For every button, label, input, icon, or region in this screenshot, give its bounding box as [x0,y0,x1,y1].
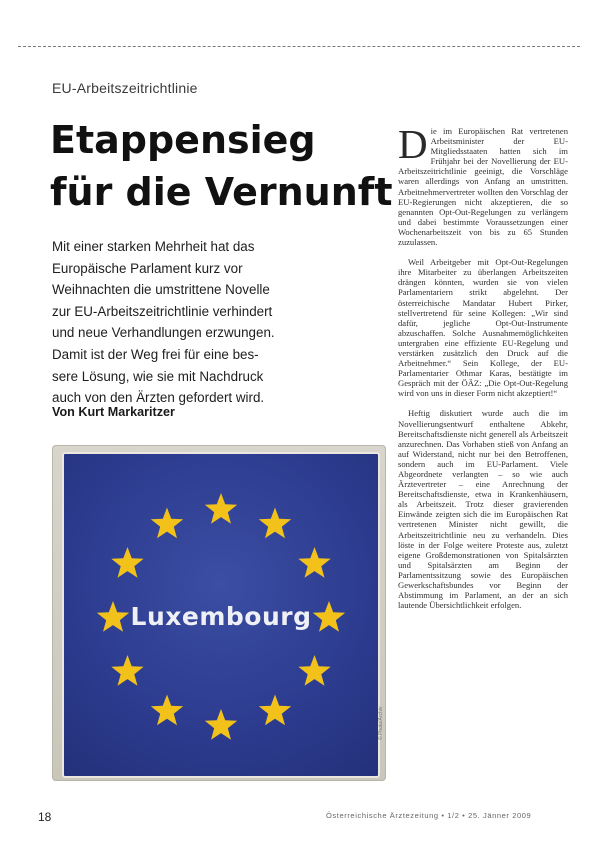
lead-line: Mit einer starken Mehrheit hat das [52,239,255,254]
lead-line: sere Lösung, wie sie mit Nachdruck [52,368,264,384]
lead-line: zur EU-Arbeitszeitrichtlinie verhindert [52,303,273,319]
lead-line: und neue Verhandlungen erzwungen. [52,325,275,341]
star-icon [151,695,183,726]
body-text-1: ie im Europäischen Rat vertretenen Arbeitsminister der EU-Mitgliedsstaaten hatten sich im Frühjahr bei der Novellierung der EU-Arbeitszeitrichtlinie geeinigt, die Vorschläge waren allerdings von Anfang an umstritten. Arbeitnehmervertreter wollten den Vorschlag der EU-Regierungen nicht akzeptieren, die so genannten Opt-Out-Regelungen zu verlängern und dabei bestimmte Voraussetzungen einer Wochenarbeitszeit von bis zu 65 Stunden zuzulassen. [398,126,568,248]
lead-line: Damit ist der Weg frei für eine bes- [52,346,259,362]
drop-cap: D [398,121,428,167]
kicker: EU-Arbeitszeitrichtlinie [52,80,198,96]
star-icon [259,695,291,726]
star-icon [111,547,143,578]
headline-line-2: für die Vernunft [50,170,393,214]
lead-line: auch von den Ärzten gefordert wird. [52,390,265,406]
star-icon [151,508,183,539]
star-icon [259,508,291,539]
footer-line: Österreichische Ärztezeitung • 1/2 • 25. Jänner 2009 [326,811,532,820]
star-icon [205,709,237,740]
body-paragraph-2: Weil Arbeitgeber mit Opt-Out-Regelungen ihre Mitarbeiter zu überlangen Arbeitszeiten drängen könnten, wurden sie von vielen Parlamentariern strikt abgelehnt. Der österreichische Mandatar Hubert Pirker, stellvertretend für seine Kollegen: „Wir sind dafür, jegliche Opt-Out-Instrumente abzuschaffen. Solche Ausnahmemöglichkeiten untergraben eine effiziente EU-Regelung und verstärken zusätzlich den Druck auf die Arbeitnehmer.“ Sein Kollege, der EU-Parlamentarier Othmar Karas, bestätigte im Gespräch mit der ÖÄZ: „Die Opt-Out-Regelung wird von uns in dieser Form nicht akzeptiert!“ [398,257,568,399]
page-number: 18 [38,810,52,824]
eu-sign-photo [62,452,380,778]
author-byline: Von Kurt Markaritzer [52,405,175,419]
body-paragraph-3: Heftig diskutiert wurde auch die im Novellierungsentwurf enthaltene Abkehr, Bereitschaftsdienste nicht generell als Arbeitszeit anzurechnen. Das Vorhaben stieß von Anfang an auf Widerstand, nicht nur bei den Betroffenen, sondern auch im EU-Parlament. Viele Abgeordnete verlangten – so wie auch Ärztevertreter – eine Anrechnung der Bereitschaftsdienste, etwa in Krankenhäusern, als Arbeitszeit. Trotz dieser gravierenden Einwände zeigten sich die im Europäischen Rat vertretenen Minister nicht gewillt, die Arbeitszeitrichtlinie neu zu verhandeln. Dies löste in der Folge weitere Proteste aus, zuletzt eigene Großdemonstrationen von Spitalsärzten und Spitalsärzten am Beginn der Parlamentssitzung sowie des Europäischen Gewerkschaftsbundes vor Beginn der Abstimmung im Parlament, an der an sich lautende Übersichtlichkeit erfolgen. [398,408,568,611]
star-icon [111,655,143,686]
headline-line-1: Etappensieg [50,118,316,162]
lead-paragraph [52,236,280,409]
star-icon [298,547,330,578]
lead-line: Weihnachten die umstrittene Novelle [52,282,270,298]
star-icon [298,655,330,686]
top-rule [18,46,580,47]
star-icon [205,493,237,524]
sign-text: Luxembourg [130,602,312,631]
lead-line: Europäische Parlament kurz vor [52,260,243,276]
photo-credit: © Photo/Archiv [378,706,384,740]
headline [50,114,393,218]
body-paragraph-1 [398,121,568,248]
body-column [398,121,568,620]
